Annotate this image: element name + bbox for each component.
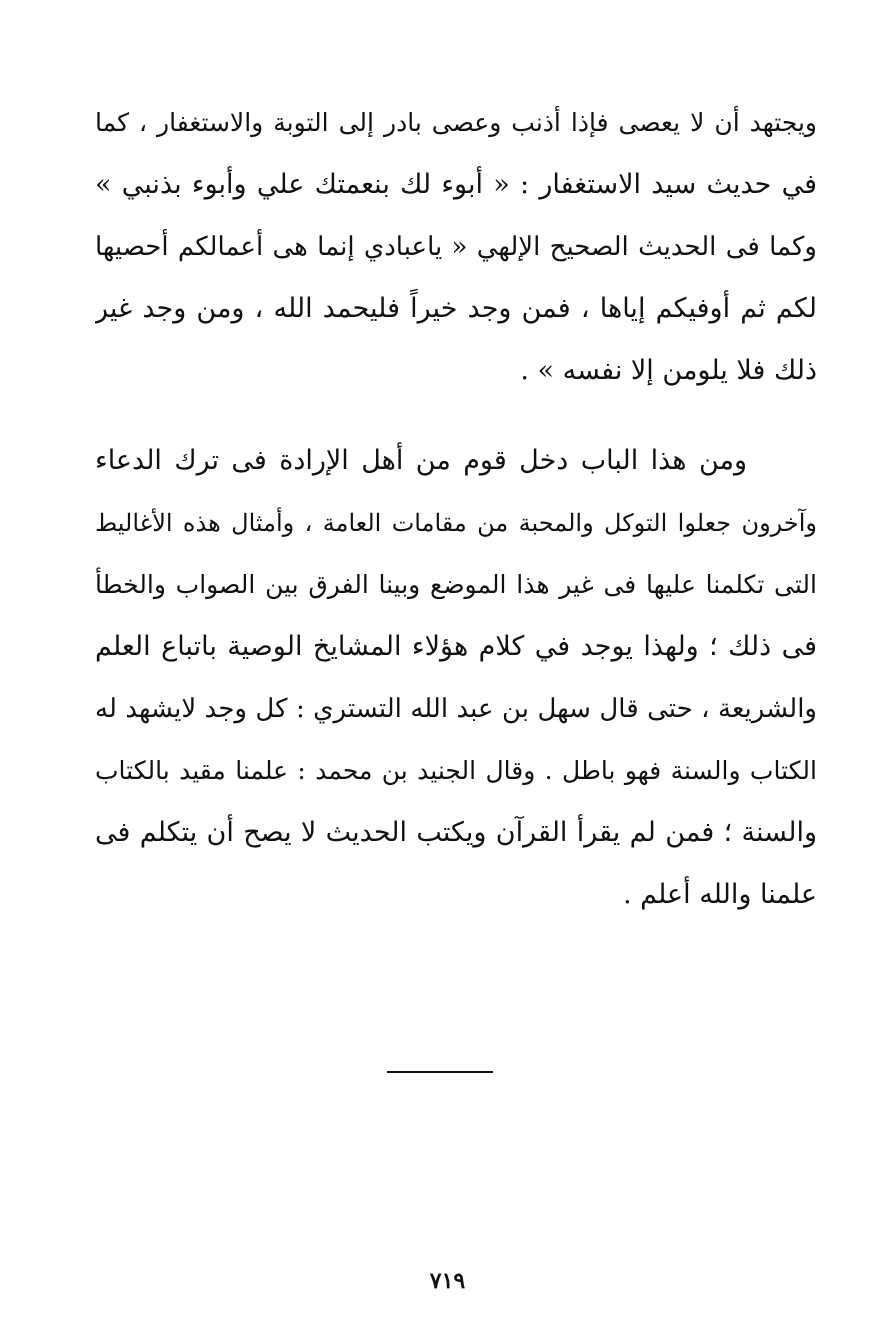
text-line: ومن هذا الباب دخل قوم من أهل الإرادة فى ترك الدعاء	[95, 445, 747, 476]
paragraph-2	[95, 430, 817, 926]
section-end-rule	[387, 1071, 493, 1073]
text-line: الكتاب والسنة فهو باطل . وقال الجنيد بن محمد : علمنا مقيد بالكتاب	[95, 756, 817, 785]
text-line: ويجتهد أن لا يعصى فإذا أذنب وعصى بادر إلى التوبة والاستغفار ، كما	[95, 108, 817, 137]
text-line: علمنا والله أعلم .	[622, 879, 817, 910]
text-line: فى ذلك ؛ ولهذا يوجد في كلام هؤلاء المشايخ الوصية باتباع العلم	[95, 631, 817, 662]
text-line: لكم ثم أوفيكم إياها ، فمن وجد خيراً فليحمد الله ، ومن وجد غير	[95, 293, 817, 324]
text-line: والسنة ؛ فمن لم يقرأ القرآن ويكتب الحديث لا يصح أن يتكلم فى	[95, 817, 817, 848]
text-line: وكما فى الحديث الصحيح الإلهي « ياعبادي إنما هى أعمالكم أحصيها	[95, 232, 817, 262]
text-line: والشريعة ، حتى قال سهل بن عبد الله التستري : كل وجد لايشهد له	[95, 694, 817, 724]
text-line: في حديث سيد الاستغفار : « أبوء لك بنعمتك علي وأبوء بذنبي »	[95, 169, 817, 200]
text-line: ذلك فلا يلومن إلا نفسه » .	[520, 355, 817, 386]
page-number: ٧١٩	[429, 1268, 466, 1294]
text-line: التى تكلمنا عليها فى غير هذا الموضع وبينا الفرق بين الصواب والخطأ	[95, 570, 817, 599]
paragraph-1	[95, 92, 817, 402]
text-line: وآخرون جعلوا التوكل والمحبة من مقامات العامة ، وأمثال هذه الأغاليط	[95, 509, 817, 537]
